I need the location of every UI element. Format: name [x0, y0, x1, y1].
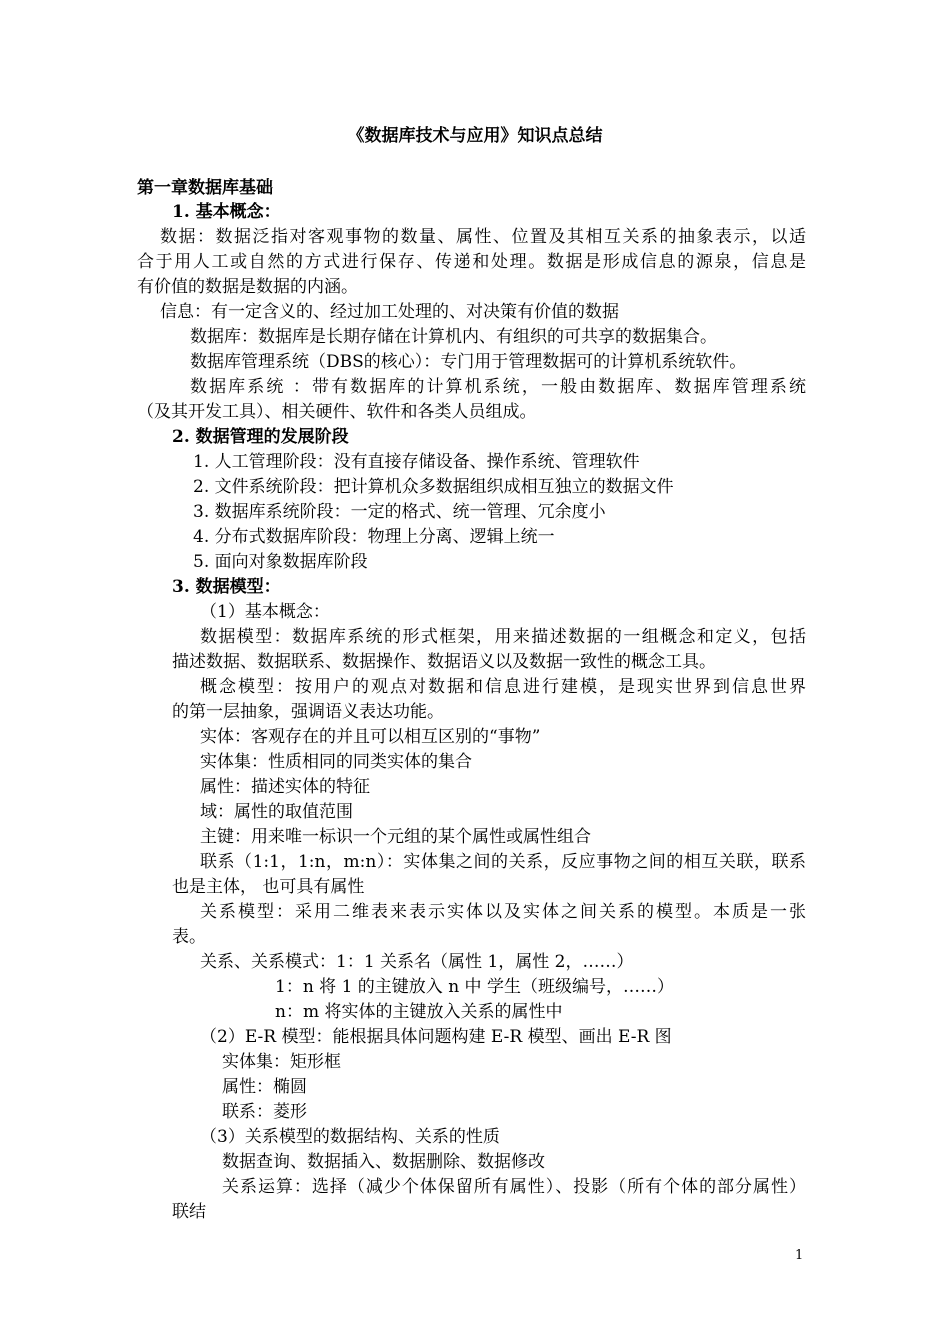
paragraph-concept-model-line2: 的第一层抽象，强调语义表达功能。	[172, 702, 444, 722]
paragraph-attribute: 属性：描述实体的特征	[200, 777, 370, 797]
paragraph-primary-key: 主键：用来唯一标识一个元组的某个属性或属性组合	[200, 827, 591, 847]
paragraph-dbs-line1: 数据库系统 ：带有数据库的计算机系统，一般由数据库、数据库管理系统	[190, 377, 806, 397]
section-heading-basic-concepts: 1. 基本概念：	[172, 202, 281, 222]
list-item: 3. 数据库系统阶段：一定的格式、统一管理、冗余度小	[193, 502, 606, 522]
paragraph-relational-model-line2: 表。	[172, 927, 206, 947]
paragraph-concept-model-line1: 概念模型：按用户的观点对数据和信息进行建模，是现实世界到信息世界	[200, 677, 806, 697]
paragraph-entity: 实体：客观存在的并且可以相互区别的“事物”	[200, 727, 541, 747]
chapter-heading: 第一章数据库基础	[137, 178, 273, 198]
paragraph-er-entity-set: 实体集：矩形框	[222, 1052, 341, 1072]
paragraph-information: 信息：有一定含义的、经过加工处理的、对决策有价值的数据	[160, 302, 619, 322]
paragraph-data-line3: 有价值的数据是数据的内涵。	[137, 277, 358, 297]
paragraph-relationship-line1: 联系（1:1，1:n，m:n）：实体集之间的关系，反应事物之间的相互关联，联系	[200, 852, 806, 872]
paragraph-relational-model-line1: 关系模型：采用二维表来表示实体以及实体之间关系的模型。本质是一张	[200, 902, 806, 922]
paragraph-data-operations: 数据查询、数据插入、数据删除、数据修改	[222, 1152, 545, 1172]
paragraph-one-to-n: 1：n 将 1 的主键放入 n 中 学生（班级编号，……）	[275, 977, 674, 997]
list-item: 2. 文件系统阶段：把计算机众多数据组织成相互独立的数据文件	[193, 477, 674, 497]
paragraph-n-to-m: n：m 将实体的主键放入关系的属性中	[275, 1002, 563, 1022]
section-heading-data-model: 3. 数据模型：	[172, 577, 281, 597]
subheading-er-model: （2）E-R 模型：能根据具体问题构建 E-R 模型、画出 E-R 图	[200, 1027, 672, 1047]
subheading-basic-concepts: （1）基本概念：	[200, 602, 330, 622]
document-title: 《数据库技术与应用》知识点总结	[347, 126, 603, 146]
section-heading-development: 2. 数据管理的发展阶段	[172, 427, 349, 447]
subheading-relational-structure: （3）关系模型的数据结构、关系的性质	[200, 1127, 500, 1147]
list-item: 4. 分布式数据库阶段：物理上分离、逻辑上统一	[193, 527, 555, 547]
paragraph-database: 数据库：数据库是长期存储在计算机内、有组织的可共享的数据集合。	[190, 327, 717, 347]
paragraph-dbs-line2: （及其开发工具）、相关硬件、软件和各类人员组成。	[137, 402, 537, 422]
paragraph-relational-ops-line2: 联结	[172, 1202, 206, 1222]
paragraph-data-model-line1: 数据模型：数据库系统的形式框架，用来描述数据的一组概念和定义，包括	[200, 627, 806, 647]
paragraph-data-model-line2: 描述数据、数据联系、数据操作、数据语义以及数据一致性的概念工具。	[172, 652, 716, 672]
paragraph-data-line2: 合于用人工或自然的方式进行保存、传递和处理。数据是形成信息的源泉，信息是	[137, 252, 806, 272]
paragraph-data-line1: 数据：数据泛指对客观事物的数量、属性、位置及其相互关系的抽象表示，以适	[160, 227, 806, 247]
paragraph-relation-schema: 关系、关系模式：1：1 关系名（属性 1，属性 2，……）	[200, 952, 634, 972]
paragraph-domain: 域：属性的取值范围	[200, 802, 353, 822]
paragraph-entity-set: 实体集：性质相同的同类实体的集合	[200, 752, 472, 772]
page-number: 1	[795, 1248, 804, 1263]
list-item: 1. 人工管理阶段：没有直接存储设备、操作系统、管理软件	[193, 452, 640, 472]
paragraph-er-attribute: 属性：椭圆	[222, 1077, 307, 1097]
paragraph-dbms: 数据库管理系统（DBS的核心）：专门用于管理数据可的计算机系统软件。	[190, 352, 747, 372]
paragraph-er-relationship: 联系：菱形	[222, 1102, 307, 1122]
paragraph-relationship-line2: 也是主体， 也可具有属性	[172, 877, 365, 897]
list-item: 5. 面向对象数据库阶段	[193, 552, 368, 572]
paragraph-relational-ops-line1: 关系运算：选择（减少个体保留所有属性）、投影（所有个体的部分属性）	[222, 1177, 806, 1197]
